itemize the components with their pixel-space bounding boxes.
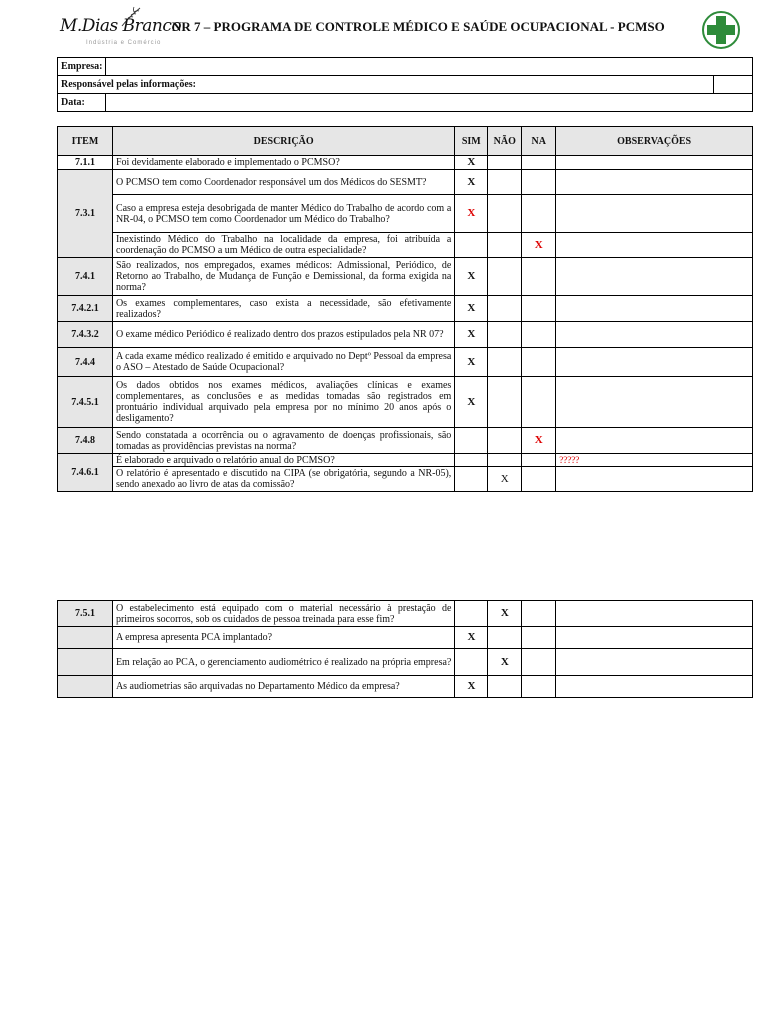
na-cell[interactable] xyxy=(522,296,556,322)
na-cell[interactable] xyxy=(522,377,556,428)
table-row xyxy=(58,377,753,428)
item-code: 7.4.3.2 xyxy=(58,322,113,348)
na-cell[interactable] xyxy=(522,467,556,492)
sim-cell[interactable]: X xyxy=(455,627,488,649)
obs-cell[interactable] xyxy=(556,601,753,627)
sim-cell[interactable]: X xyxy=(455,258,488,296)
health-cross-icon xyxy=(699,10,743,54)
table-row xyxy=(58,627,753,649)
nao-cell[interactable]: X xyxy=(488,601,522,627)
data-field[interactable] xyxy=(106,94,753,112)
nao-cell[interactable] xyxy=(488,428,522,454)
na-cell[interactable] xyxy=(522,627,556,649)
na-cell[interactable]: X xyxy=(522,233,556,258)
item-code: 7.4.6.1 xyxy=(58,454,113,492)
responsavel-field[interactable] xyxy=(713,76,752,94)
item-code: 7.4.8 xyxy=(58,428,113,454)
item-code: 7.1.1 xyxy=(58,156,113,170)
checklist-table xyxy=(57,126,753,492)
obs-cell[interactable] xyxy=(556,428,753,454)
nao-cell[interactable] xyxy=(488,258,522,296)
na-cell[interactable] xyxy=(522,676,556,698)
item-description: É elaborado e arquivado o relatório anual do PCMSO? xyxy=(112,454,454,467)
company-logo xyxy=(56,6,182,50)
item-code: 7.3.1 xyxy=(58,170,113,258)
nao-cell[interactable] xyxy=(488,195,522,233)
sim-cell[interactable] xyxy=(455,428,488,454)
sim-cell[interactable]: X xyxy=(455,676,488,698)
nao-cell[interactable] xyxy=(488,454,522,467)
table-row xyxy=(58,156,753,170)
item-description: Os dados obtidos nos exames médicos, avaliações clínicas e exames complementares, as conclusões e as medidas tomadas são registrados em prontuário individual arquivado pela empresa por no mínimo 20 anos após o desligamento? xyxy=(112,377,454,428)
nao-cell[interactable] xyxy=(488,322,522,348)
item-code xyxy=(58,649,113,676)
table-row xyxy=(58,195,753,233)
item-description: O PCMSO tem como Coordenador responsável um dos Médicos do SESMT? xyxy=(112,170,454,195)
obs-cell[interactable] xyxy=(556,156,753,170)
obs-cell[interactable] xyxy=(556,377,753,428)
na-cell[interactable] xyxy=(522,258,556,296)
col-na: NA xyxy=(522,127,556,156)
na-cell[interactable] xyxy=(522,322,556,348)
na-cell[interactable] xyxy=(522,601,556,627)
table-row xyxy=(58,296,753,322)
na-cell[interactable] xyxy=(522,454,556,467)
item-description: O exame médico Periódico é realizado dentro dos prazos estipulados pela NR 07? xyxy=(112,322,454,348)
na-cell[interactable] xyxy=(522,649,556,676)
obs-cell[interactable] xyxy=(556,233,753,258)
item-code xyxy=(58,627,113,649)
item-description: O relatório é apresentado e discutido na CIPA (se obrigatória, segundo a NR-05), sendo anexado ao livro de atas da comissão? xyxy=(112,467,454,492)
na-cell[interactable]: X xyxy=(522,428,556,454)
obs-cell[interactable] xyxy=(556,258,753,296)
responsavel-label: Responsável pelas informações: xyxy=(58,76,714,94)
table-row xyxy=(58,322,753,348)
item-code: 7.4.5.1 xyxy=(58,377,113,428)
nao-cell[interactable] xyxy=(488,233,522,258)
item-description: A empresa apresenta PCA implantado? xyxy=(112,627,455,649)
item-code xyxy=(58,676,113,698)
table-header-row xyxy=(58,127,753,156)
obs-cell[interactable] xyxy=(556,170,753,195)
item-description: O estabelecimento está equipado com o material necessário à prestação de primeiros socorros, sob os cuidados de pessoa treinada para esse fim? xyxy=(112,601,455,627)
item-description: São realizados, nos empregados, exames médicos: Admissional, Periódico, de Retorno ao Trabalho, de Mudança de Função e Demissional, da forma exigida na norma? xyxy=(112,258,454,296)
item-description: A cada exame médico realizado é emitido e arquivado no Deptº Pessoal da empresa o ASO – Atestado de Saúde Ocupacional? xyxy=(112,348,454,377)
table-row xyxy=(58,454,753,467)
na-cell[interactable] xyxy=(522,195,556,233)
table-row xyxy=(58,649,753,676)
logo-subtitle: Indústria e Comércio xyxy=(86,40,162,46)
na-cell[interactable] xyxy=(522,156,556,170)
item-code: 7.5.1 xyxy=(58,601,113,627)
nao-cell[interactable] xyxy=(488,377,522,428)
item-code: 7.4.4 xyxy=(58,348,113,377)
nao-cell[interactable] xyxy=(488,296,522,322)
nao-cell[interactable] xyxy=(488,170,522,195)
item-description: Foi devidamente elaborado e implementado o PCMSO? xyxy=(112,156,454,170)
obs-cell[interactable] xyxy=(556,296,753,322)
obs-cell[interactable] xyxy=(556,348,753,377)
na-cell[interactable] xyxy=(522,170,556,195)
nao-cell[interactable]: X xyxy=(488,649,522,676)
info-table xyxy=(57,57,753,112)
sim-cell[interactable] xyxy=(455,649,488,676)
data-label: Data: xyxy=(58,94,106,112)
table-row xyxy=(58,467,753,492)
table-row xyxy=(58,233,753,258)
obs-cell[interactable] xyxy=(556,195,753,233)
obs-cell[interactable] xyxy=(556,322,753,348)
item-description: Caso a empresa esteja desobrigada de manter Médico do Trabalho de acordo com a NR-04, o PCMSO tem como Coordenador um Médico do Trabalho? xyxy=(112,195,454,233)
col-observacoes: OBSERVAÇÕES xyxy=(556,127,753,156)
nao-cell[interactable] xyxy=(488,348,522,377)
table-row xyxy=(58,258,753,296)
sim-cell[interactable]: X xyxy=(455,195,488,233)
sim-cell[interactable]: X xyxy=(455,296,488,322)
checklist-table-2 xyxy=(57,600,753,698)
col-descricao: DESCRIÇÃO xyxy=(112,127,454,156)
sim-cell[interactable]: X xyxy=(455,170,488,195)
sim-cell[interactable]: X xyxy=(455,377,488,428)
item-description: Os exames complementares, caso exista a necessidade, são efetivamente realizados? xyxy=(112,296,454,322)
item-description: Sendo constatada a ocorrência ou o agravamento de doenças profissionais, são tomadas as providências previstas na norma? xyxy=(112,428,454,454)
obs-cell[interactable] xyxy=(556,649,753,676)
col-item: ITEM xyxy=(58,127,113,156)
item-description: Em relação ao PCA, o gerenciamento audiométrico é realizado na própria empresa? xyxy=(112,649,455,676)
document-header xyxy=(56,6,756,50)
sim-cell[interactable]: X xyxy=(455,322,488,348)
table-row xyxy=(58,170,753,195)
logo-text: M.Dias Branco xyxy=(60,16,182,36)
table-row xyxy=(58,676,753,698)
nao-cell[interactable]: X xyxy=(488,467,522,492)
na-cell[interactable] xyxy=(522,348,556,377)
obs-cell[interactable]: ????? xyxy=(556,454,753,467)
sim-cell[interactable] xyxy=(455,601,488,627)
page-title: NR 7 – PROGRAMA DE CONTROLE MÉDICO E SAÚDE OCUPACIONAL - PCMSO xyxy=(172,19,665,34)
item-code: 7.4.2.1 xyxy=(58,296,113,322)
obs-cell[interactable] xyxy=(556,676,753,698)
obs-cell[interactable] xyxy=(556,627,753,649)
empresa-label: Empresa: xyxy=(58,58,106,76)
item-code: 7.4.1 xyxy=(58,258,113,296)
col-sim: SIM xyxy=(455,127,488,156)
sim-cell[interactable] xyxy=(455,467,488,492)
item-description: Inexistindo Médico do Trabalho na localidade da empresa, foi atribuída a coordenação do PCMSO a um Médico de outra especialidade? xyxy=(112,233,454,258)
sim-cell[interactable] xyxy=(455,454,488,467)
obs-cell[interactable] xyxy=(556,467,753,492)
item-description: As audiometrias são arquivadas no Departamento Médico da empresa? xyxy=(112,676,455,698)
sim-cell[interactable] xyxy=(455,233,488,258)
nao-cell[interactable] xyxy=(488,676,522,698)
empresa-field[interactable] xyxy=(106,58,753,76)
table-row xyxy=(58,428,753,454)
sim-cell[interactable]: X xyxy=(455,348,488,377)
col-nao: NÃO xyxy=(488,127,522,156)
table-row xyxy=(58,601,753,627)
nao-cell[interactable] xyxy=(488,627,522,649)
table-row xyxy=(58,348,753,377)
nao-cell[interactable] xyxy=(488,156,522,170)
sim-cell[interactable]: X xyxy=(455,156,488,170)
